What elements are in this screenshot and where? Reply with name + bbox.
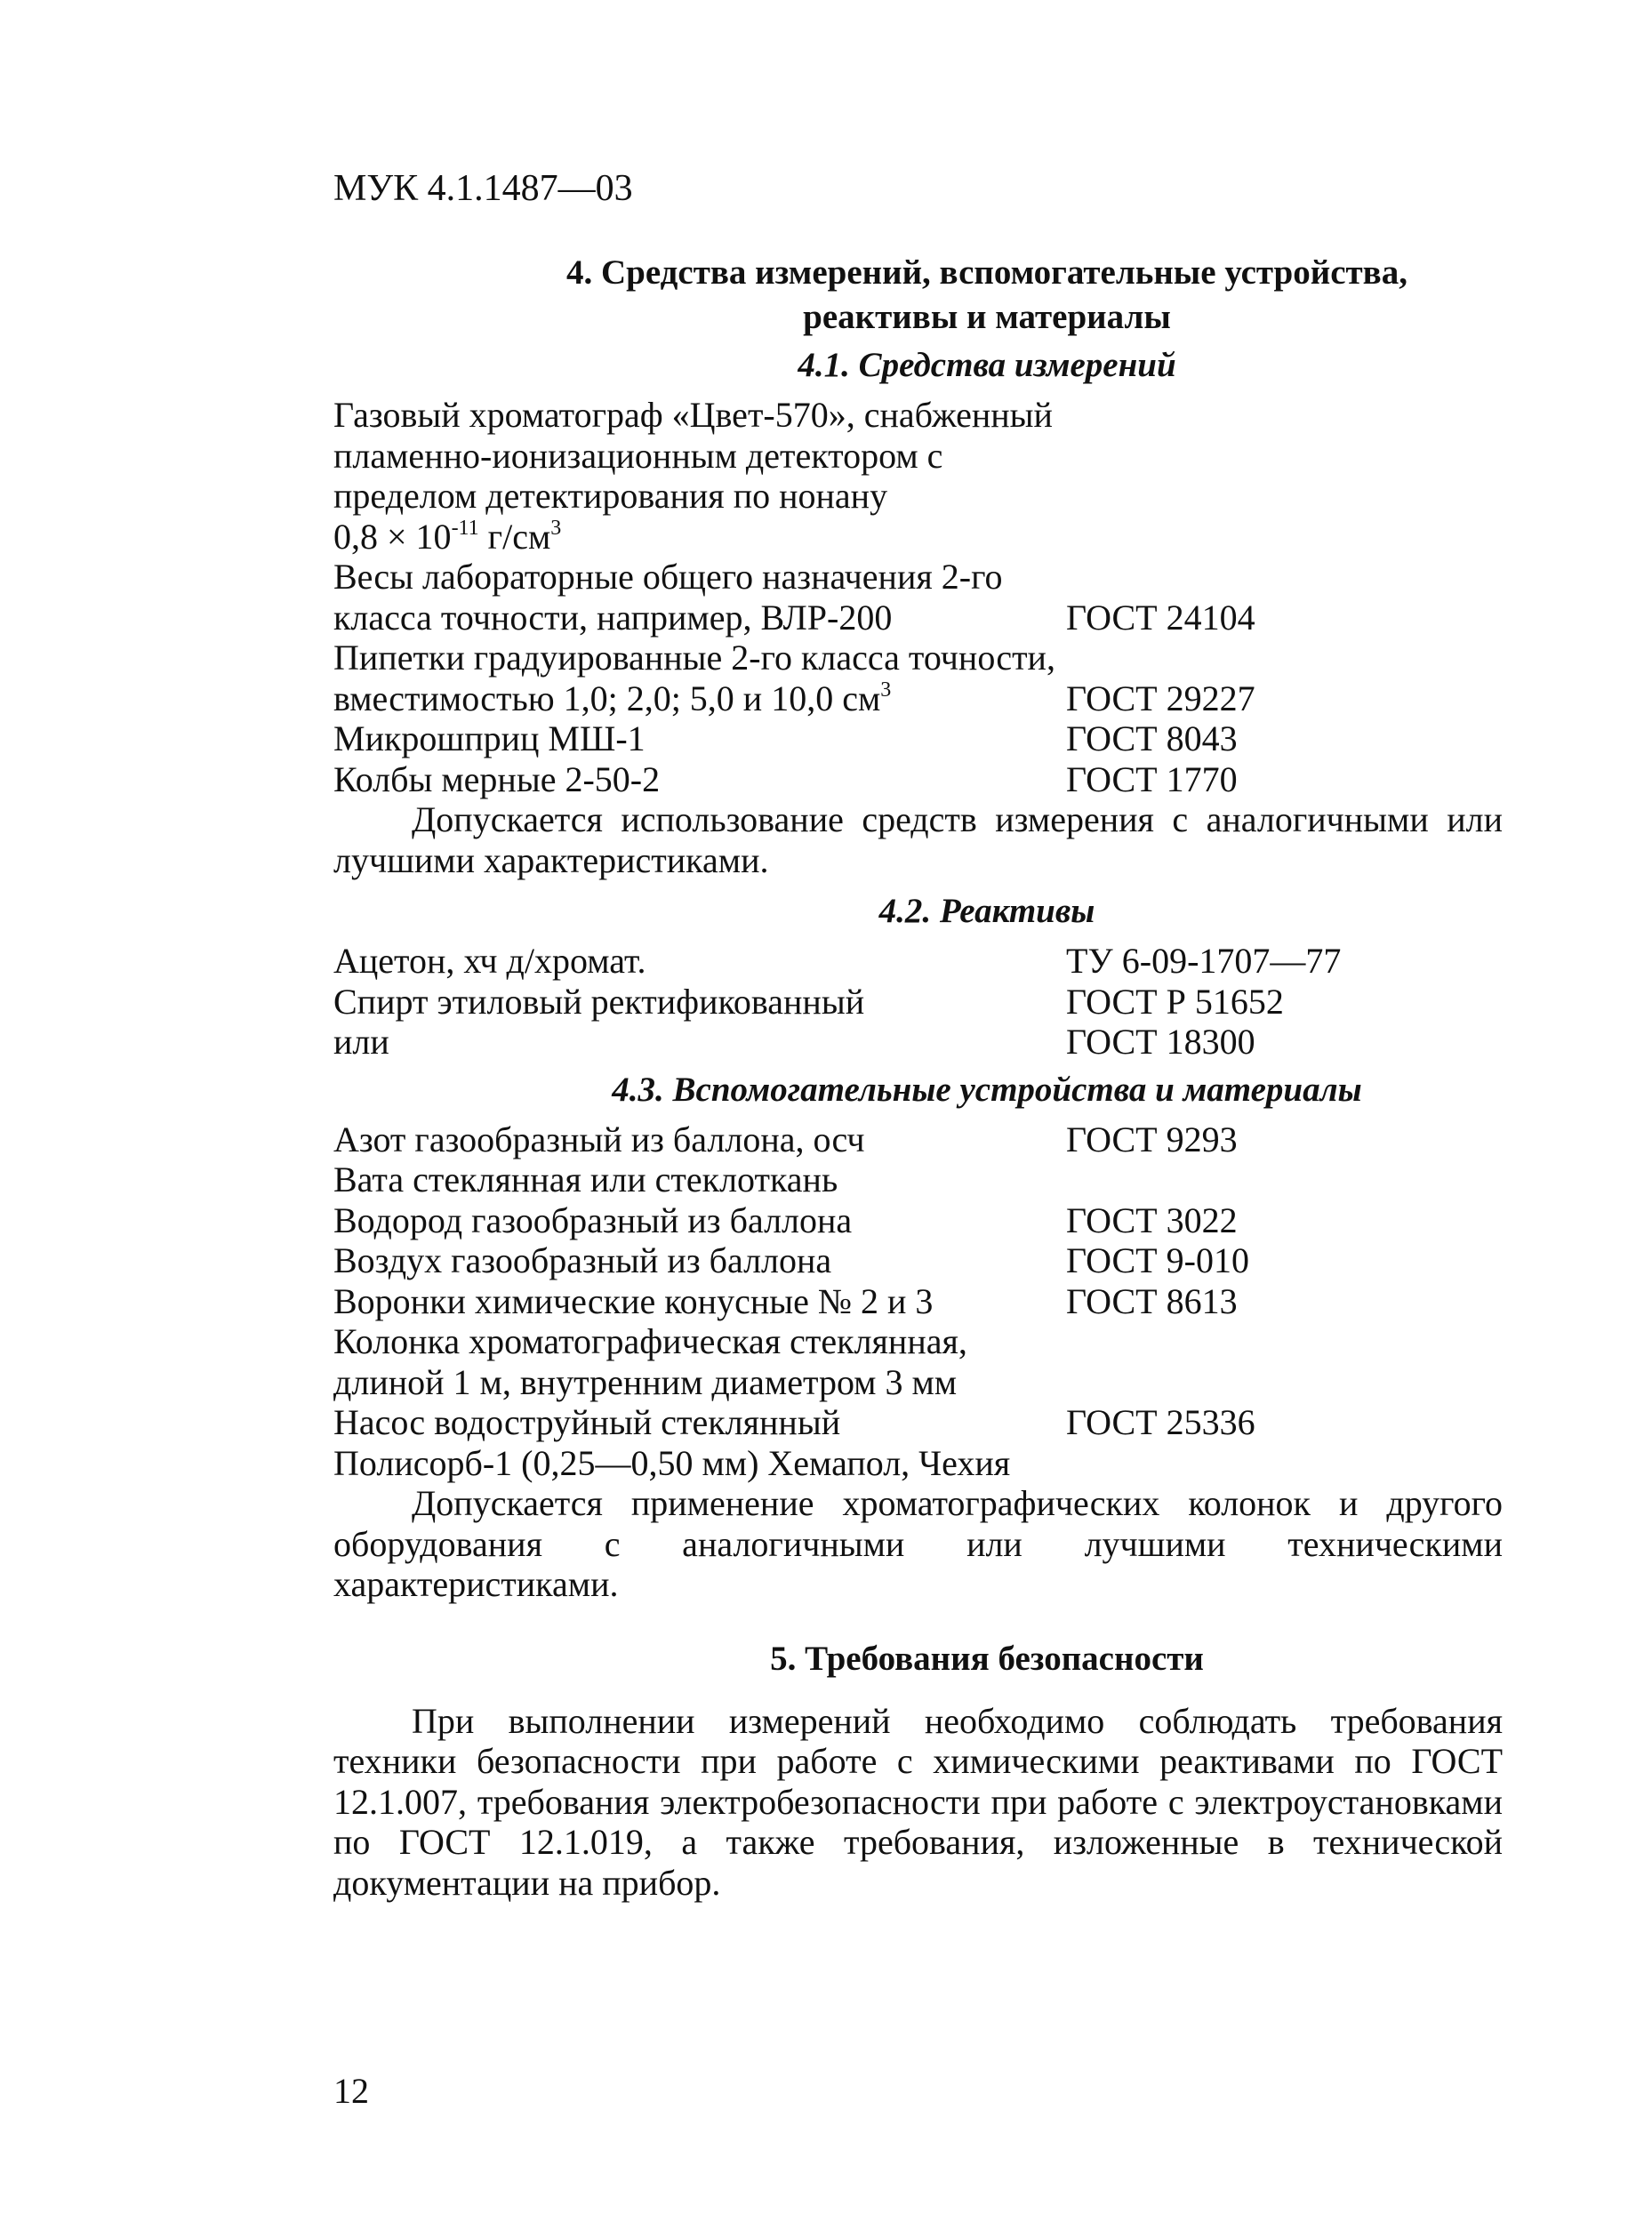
material-standard: ГОСТ 3022 [1066, 1199, 1238, 1240]
material-name: Воздух газообразный из баллона [333, 1240, 832, 1280]
auxiliary-materials-list [333, 1119, 1503, 1484]
detection-limit-base: 0,8 × 10 [333, 516, 452, 557]
material-row [333, 1159, 1503, 1200]
document-code-header: МУК 4.1.1487—03 [333, 168, 633, 209]
reagents-list [333, 941, 1503, 1063]
flask-row [333, 759, 1503, 800]
material-standard [1063, 1159, 1503, 1200]
flask-name: Колбы мерные 2-50-2 [333, 758, 661, 799]
detection-limit-exponent: -11 [451, 516, 479, 540]
flask-standard: ГОСТ 1770 [1066, 758, 1238, 799]
detection-limit-unit-exponent: 3 [550, 516, 562, 540]
chromatograph-line-1: Газовый хроматограф «Цвет-570», снабженный [333, 395, 1053, 435]
reagent-standard: ГОСТ 18300 [1066, 1022, 1255, 1062]
reagent-standard: ТУ 6-09-1707—77 [1066, 941, 1342, 981]
pipette-line-1: Пипетки градуированные 2-го класса точности, [333, 638, 1055, 678]
material-standard [1063, 1443, 1503, 1484]
chromatograph-line-3: пределом детектирования по нонану [333, 476, 888, 516]
material-row [333, 1240, 1503, 1281]
material-standard [1063, 1362, 1503, 1403]
section-4-title-line-1: 4. Средства измерений, вспомогательные устройства, [566, 253, 1407, 292]
subsection-4-2-title: 4.2. Реактивы [878, 892, 1095, 930]
syringe-standard: ГОСТ 8043 [1066, 718, 1238, 758]
pipette-unit-exponent: 3 [880, 678, 892, 702]
material-row [333, 1200, 1503, 1241]
material-row [333, 1362, 1503, 1403]
subsection-4-1-title: 4.1. Средства измерений [798, 346, 1176, 384]
reagent-row [333, 982, 1503, 1023]
page-content [333, 251, 1503, 1903]
material-row [333, 1321, 1503, 1362]
pipette-volume-text: вместимостью 1,0; 2,0; 5,0 и 10,0 см [333, 678, 881, 718]
material-row [333, 1443, 1503, 1484]
balance-row [333, 598, 1503, 638]
material-name: Полисорб-1 (0,25—0,50 мм) Хемапол, Чехия [333, 1442, 1011, 1483]
material-name: Насос водоструйный стеклянный [333, 1402, 841, 1442]
material-name: Водород газообразный из баллона [333, 1199, 853, 1240]
auxiliary-materials-note: Допускается применение хроматографических колонок и другого оборудования с аналогичными или лучшими техническими характеристиками. [333, 1483, 1503, 1604]
material-standard: ГОСТ 25336 [1066, 1402, 1255, 1442]
material-row [333, 1281, 1503, 1322]
pipette-line-2 [333, 678, 1063, 719]
page-number: 12 [333, 2071, 369, 2111]
material-name: Колонка хроматографическая стеклянная, [333, 1321, 967, 1361]
measuring-instruments-list [333, 395, 1503, 799]
detection-limit-unit: г/см [478, 516, 551, 557]
detection-limit [333, 517, 1503, 558]
reagent-row [333, 1022, 1503, 1063]
chromatograph-line-2: пламенно-ионизационным детектором с [333, 435, 943, 476]
reagent-name: Спирт этиловый ректификованный [333, 981, 865, 1022]
material-standard: ГОСТ 9-010 [1066, 1240, 1249, 1280]
subsection-4-3-title: 4.3. Вспомогательные устройства и материалы [612, 1070, 1362, 1109]
pipette-row [333, 678, 1503, 719]
reagent-name: или [333, 1022, 389, 1062]
reagent-row [333, 941, 1503, 982]
material-standard [1063, 1321, 1503, 1362]
material-name: Воронки химические конусные № 2 и 3 [333, 1280, 934, 1321]
reagent-name: Ацетон, хч д/хромат. [333, 941, 646, 981]
material-row [333, 1119, 1503, 1160]
syringe-row [333, 718, 1503, 759]
section-4-title-line-2: реактивы и материалы [803, 298, 1171, 336]
section-5-text: При выполнении измерений необходимо соблюдать требования техники безопасности при работе с химическими реактивами по ГОСТ 12.1.007, требования электробезопасности при работе с электроустановками по ГОСТ 12.1.019, а также требования, изложенные в технической документации на прибор. [333, 1700, 1503, 1903]
material-name: Азот газообразный из баллона, осч [333, 1119, 865, 1159]
balance-line-1: Весы лабораторные общего назначения 2-го [333, 557, 1003, 597]
material-name: длиной 1 м, внутренним диаметром 3 мм [333, 1361, 958, 1402]
measuring-instruments-note: Допускается использование средств измерения с аналогичными или лучшими характеристиками. [333, 799, 1503, 880]
material-standard: ГОСТ 9293 [1066, 1119, 1238, 1159]
material-row [333, 1402, 1503, 1443]
reagent-standard: ГОСТ Р 51652 [1066, 981, 1284, 1022]
section-5-title: 5. Требования безопасности [770, 1639, 1204, 1678]
material-name: Вата стеклянная или стеклоткань [333, 1159, 838, 1199]
material-standard: ГОСТ 8613 [1066, 1280, 1238, 1321]
balance-line-2: класса точности, например, ВЛР-200 [333, 597, 893, 638]
balance-standard: ГОСТ 24104 [1066, 597, 1255, 638]
pipette-standard: ГОСТ 29227 [1066, 678, 1255, 718]
syringe-name: Микрошприц МШ-1 [333, 718, 646, 758]
